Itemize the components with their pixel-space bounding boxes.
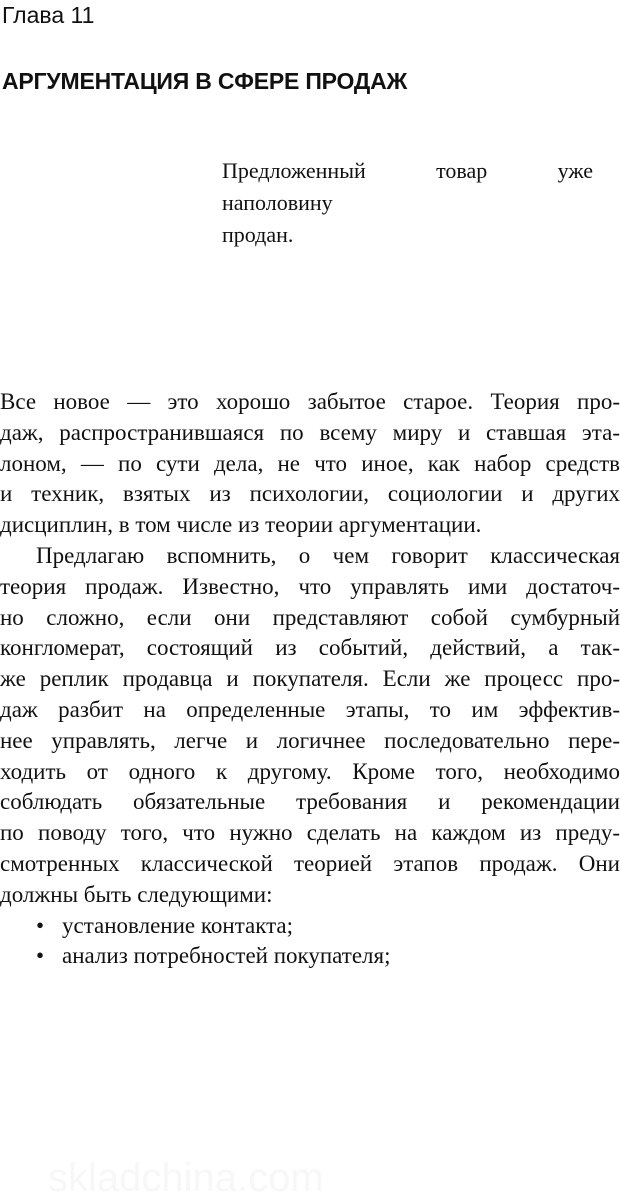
text-line: Предлагаю вспомнить, о чем говорит классическая <box>36 542 620 568</box>
bullet-text: анализ потребностей покупателя; <box>62 943 391 969</box>
text-line: смотренных классической теорией этапов продаж. Они <box>0 850 620 876</box>
bullet-icon: • <box>36 912 45 938</box>
text-line: по поводу того, что нужно сделать на каждом из преду- <box>0 820 620 846</box>
text-line: должны быть следующими: <box>0 881 273 907</box>
text-line: дисциплин, в том числе из теории аргументации. <box>0 512 482 538</box>
chapter-label: Глава 11 <box>2 2 95 28</box>
text-line: лоном, — по сути дела, не что иное, как набор средств <box>0 450 620 476</box>
text-line: теория продаж. Известно, что управлять ими достаточ- <box>0 573 620 599</box>
text-line: нее управлять, легче и логичнее последовательно пере- <box>0 727 620 753</box>
text-line: конгломерат, состоящий из событий, действий, а так- <box>0 635 620 661</box>
bullet-text: установление контакта; <box>62 912 294 938</box>
bullet-item <box>0 911 620 942</box>
bullet-icon: • <box>36 943 45 969</box>
text-line: даж, распространившаяся по всему миру и ставшая эта- <box>0 419 620 445</box>
epigraph <box>222 155 593 251</box>
bullet-item <box>0 941 620 972</box>
watermark: skladchina.com <box>48 1156 324 1200</box>
body-text <box>0 387 620 972</box>
epigraph-line: Предложенный товар уже <box>222 158 593 183</box>
epigraph-line: наполовину <box>222 190 333 215</box>
text-line: даж разбит на определенные этапы, то им эффектив- <box>0 696 620 722</box>
epigraph-line: продан. <box>222 222 294 247</box>
text-line: но сложно, если они представляют собой сумбурный <box>0 604 620 630</box>
text-line: соблюдать обязательные требования и рекомендации <box>0 789 620 815</box>
text-line: Все новое — это хорошо забытое старое. Теория про- <box>0 389 620 414</box>
chapter-title: АРГУМЕНТАЦИЯ В СФЕРЕ ПРОДАЖ <box>2 68 408 94</box>
text-line: же реплик продавца и покупателя. Если же процесс про- <box>0 666 620 692</box>
text-line: и техник, взятых из психологии, социологии и других <box>0 481 620 507</box>
text-line: ходить от одного к другому. Кроме того, необходимо <box>0 758 620 784</box>
